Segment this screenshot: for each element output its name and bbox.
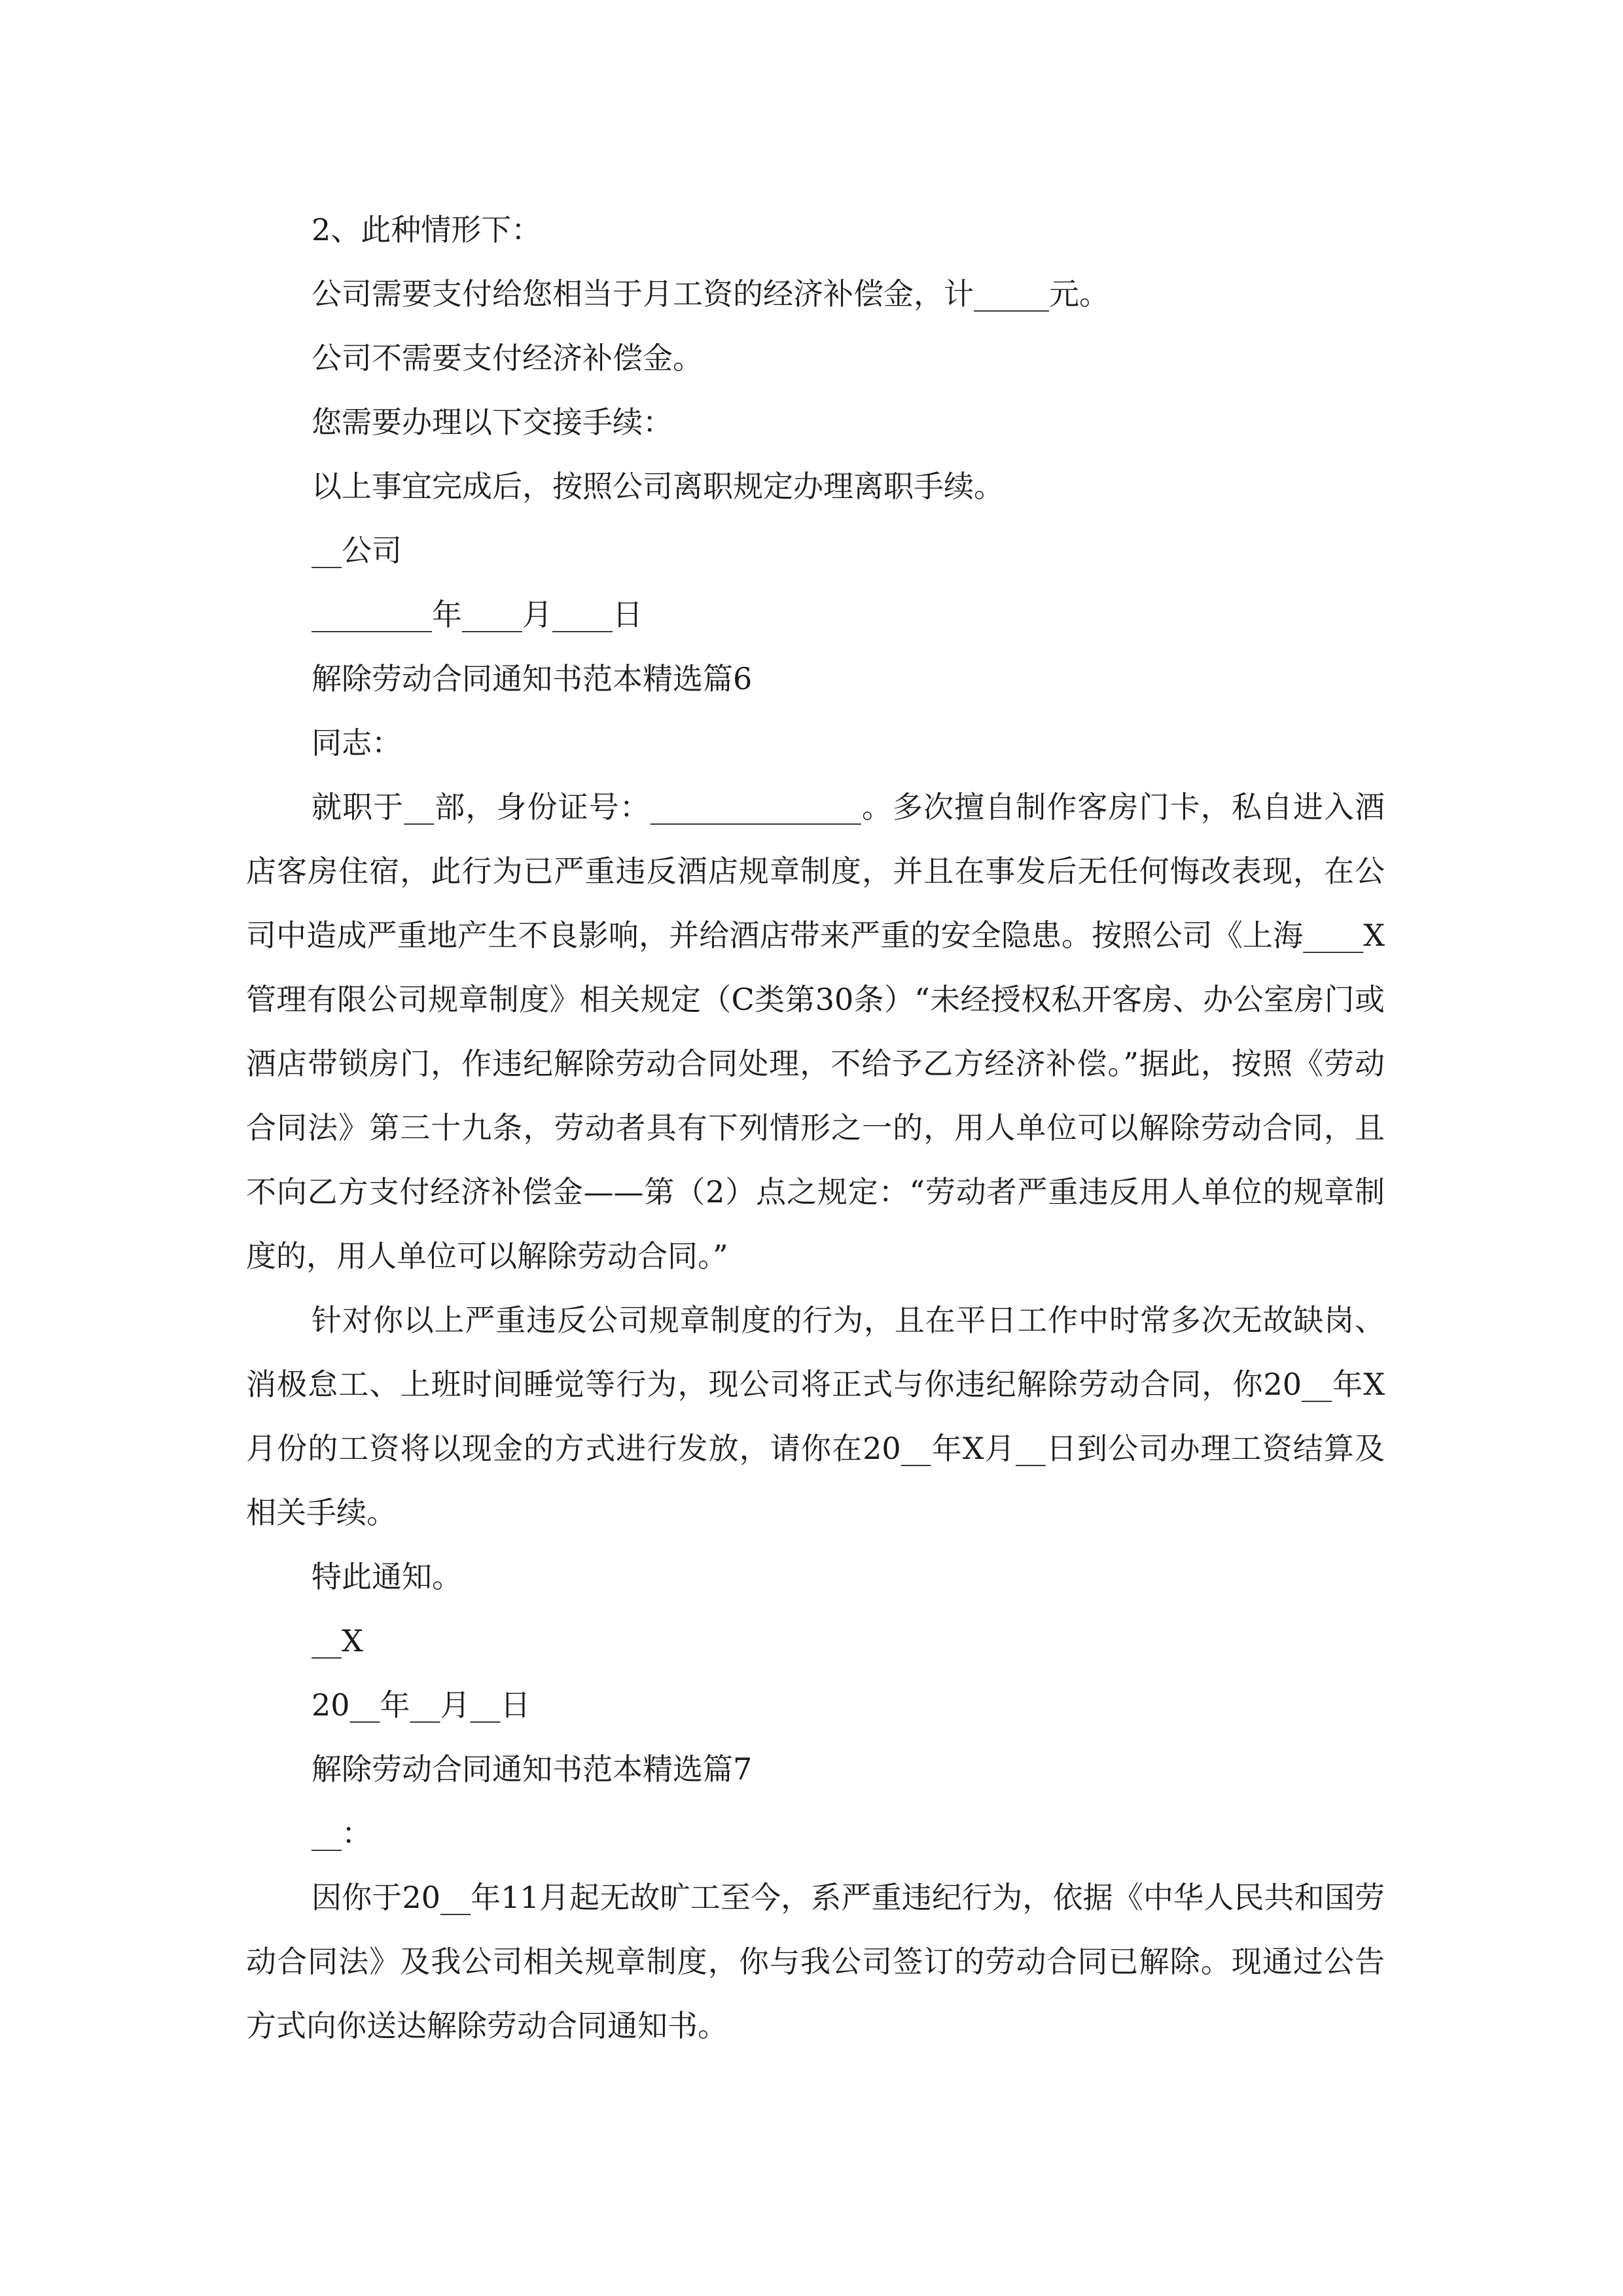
salutation bbox=[246, 711, 1385, 775]
line-text: 同志： bbox=[312, 725, 402, 761]
line-text: 特此通知。 bbox=[312, 1559, 462, 1594]
text-line bbox=[246, 262, 1385, 326]
line-text: ________年____月____日 bbox=[312, 597, 643, 632]
paragraph-text: 就职于__部，身份证号：______________。多次擅自制作客房门卡，私自进入酒店客房住宿，此行为已严重违反酒店规章制度，并且在事发后无任何悔改表现，在公司中造成严重地产生不良影响，并给酒店带来严重的安全隐患。按照公司《上海____X管理有限公司规章制度》相关规定（C类第30条）“未经授权私开客房、办公室房门或酒店带锁房门，作违纪解除劳动合同处理，不给予乙方经济补偿。”据此，按照《劳动合同法》第三十九条，劳动者具有下列情形之一的，用人单位可以解除劳动合同，且不向乙方支付经济补偿金——第（2）点之规定：“劳动者严重违反用人单位的规章制度的，用人单位可以解除劳动合同。” bbox=[246, 789, 1385, 1274]
signature-date bbox=[246, 583, 1385, 647]
text-line bbox=[246, 454, 1385, 518]
signature-company bbox=[246, 1609, 1385, 1673]
signature-date bbox=[246, 1673, 1385, 1737]
body-paragraph bbox=[246, 775, 1385, 1288]
line-text: 2、此种情形下： bbox=[312, 212, 542, 247]
section-heading bbox=[246, 1737, 1385, 1801]
line-text: 公司不需要支付经济补偿金。 bbox=[312, 340, 703, 376]
line-text: __X bbox=[312, 1623, 363, 1659]
heading-text: 解除劳动合同通知书范本精选篇6 bbox=[312, 661, 753, 696]
paragraph-text: 因你于20__年11月起无故旷工至今，系严重违纪行为，依据《中华人民共和国劳动合同法》及我公司相关规章制度，你与我公司签订的劳动合同已解除。现通过公告方式向你送达解除劳动合同通知书。 bbox=[246, 1880, 1385, 2043]
body-paragraph bbox=[246, 1288, 1385, 1545]
body-paragraph bbox=[246, 1865, 1385, 2058]
line-text: 您需要办理以下交接手续： bbox=[312, 404, 673, 440]
closing-line bbox=[246, 1545, 1385, 1609]
text-line bbox=[246, 390, 1385, 454]
line-text: 公司需要支付给您相当于月工资的经济补偿金，计_____元。 bbox=[312, 276, 1109, 312]
heading-text: 解除劳动合同通知书范本精选篇7 bbox=[312, 1751, 753, 1787]
line-text: 20__年__月__日 bbox=[312, 1687, 531, 1723]
signature-company bbox=[246, 518, 1385, 583]
section-heading bbox=[246, 647, 1385, 711]
text-line bbox=[246, 198, 1385, 262]
salutation bbox=[246, 1801, 1385, 1865]
text-line bbox=[246, 326, 1385, 390]
document-body bbox=[246, 198, 1385, 2058]
line-text: __： bbox=[312, 1816, 372, 1851]
line-text: 以上事宜完成后，按照公司离职规定办理离职手续。 bbox=[312, 469, 1004, 504]
line-text: __公司 bbox=[312, 533, 402, 568]
paragraph-text: 针对你以上严重违反公司规章制度的行为，且在平日工作中时常多次无故缺岗、消极怠工、上班时间睡觉等行为，现公司将正式与你违纪解除劳动合同，你20__年X月份的工资将以现金的方式进行发放，请你在20__年X月__日到公司办理工资结算及相关手续。 bbox=[246, 1302, 1385, 1530]
